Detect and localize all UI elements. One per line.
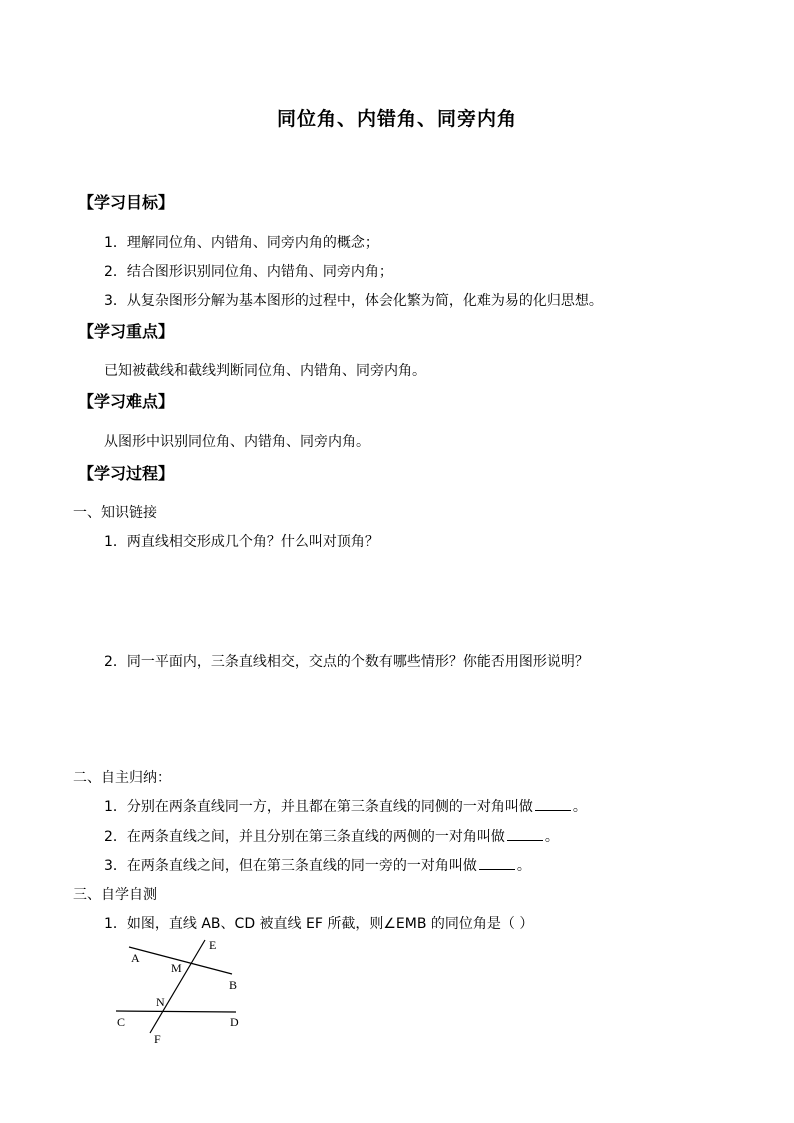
- label-b: B: [229, 978, 238, 992]
- label-c: C: [117, 1015, 126, 1029]
- objectives-heading: 【学习目标】: [78, 193, 175, 212]
- line-cd: [116, 1011, 236, 1012]
- objective-item-1: 1．理解同位角、内错角、同旁内角的概念；: [104, 235, 379, 251]
- part2-title: 二、自主归纳：: [73, 770, 171, 786]
- answer-blank[interactable]: [535, 796, 571, 811]
- answer-blank[interactable]: [507, 826, 543, 841]
- label-f: F: [154, 1032, 161, 1046]
- part3-question-1: 1．如图，直线 AB、CD 被直线 EF 所截，则∠EMB 的同位角是（ ）: [104, 916, 534, 932]
- key-points-text: 已知被截线和截线判断同位角、内错角、同旁内角。: [104, 363, 426, 379]
- transversal-figure: [100, 932, 260, 1052]
- part1-title: 一、知识链接: [73, 505, 157, 521]
- difficulties-text: 从图形中识别同位角、内错角、同旁内角。: [104, 434, 370, 450]
- part3-title: 三、自学自测: [73, 887, 157, 903]
- label-n: N: [156, 995, 165, 1009]
- part1-question-2: 2．同一平面内，三条直线相交，交点的个数有哪些情形？你能否用图形说明？: [104, 654, 589, 670]
- part2-item-2: 2．在两条直线之间，并且分别在第三条直线的两侧的一对角叫做 。: [104, 826, 559, 846]
- part1-question-1: 1．两直线相交形成几个角？什么叫对顶角？: [104, 534, 379, 550]
- key-points-heading: 【学习重点】: [78, 322, 175, 341]
- label-e: E: [209, 938, 217, 952]
- page-title: 同位角、内错角、同旁内角: [276, 108, 517, 130]
- line-ef: [150, 940, 205, 1033]
- label-d: D: [230, 1015, 239, 1029]
- label-m: M: [171, 961, 182, 975]
- part2-item-3: 3．在两条直线之间，但在第三条直线的同一旁的一对角叫做 。: [104, 855, 531, 875]
- answer-blank[interactable]: [479, 855, 515, 870]
- process-heading: 【学习过程】: [78, 464, 175, 483]
- objective-item-3: 3．从复杂图形分解为基本图形的过程中，体会化繁为简，化难为易的化归思想。: [104, 293, 603, 309]
- objective-item-2: 2．结合图形识别同位角、内错角、同旁内角；: [104, 264, 393, 280]
- label-a: A: [131, 951, 140, 965]
- difficulties-heading: 【学习难点】: [78, 392, 175, 411]
- part2-item-1: 1．分别在两条直线同一方，并且都在第三条直线的同侧的一对角叫做 。: [104, 796, 587, 816]
